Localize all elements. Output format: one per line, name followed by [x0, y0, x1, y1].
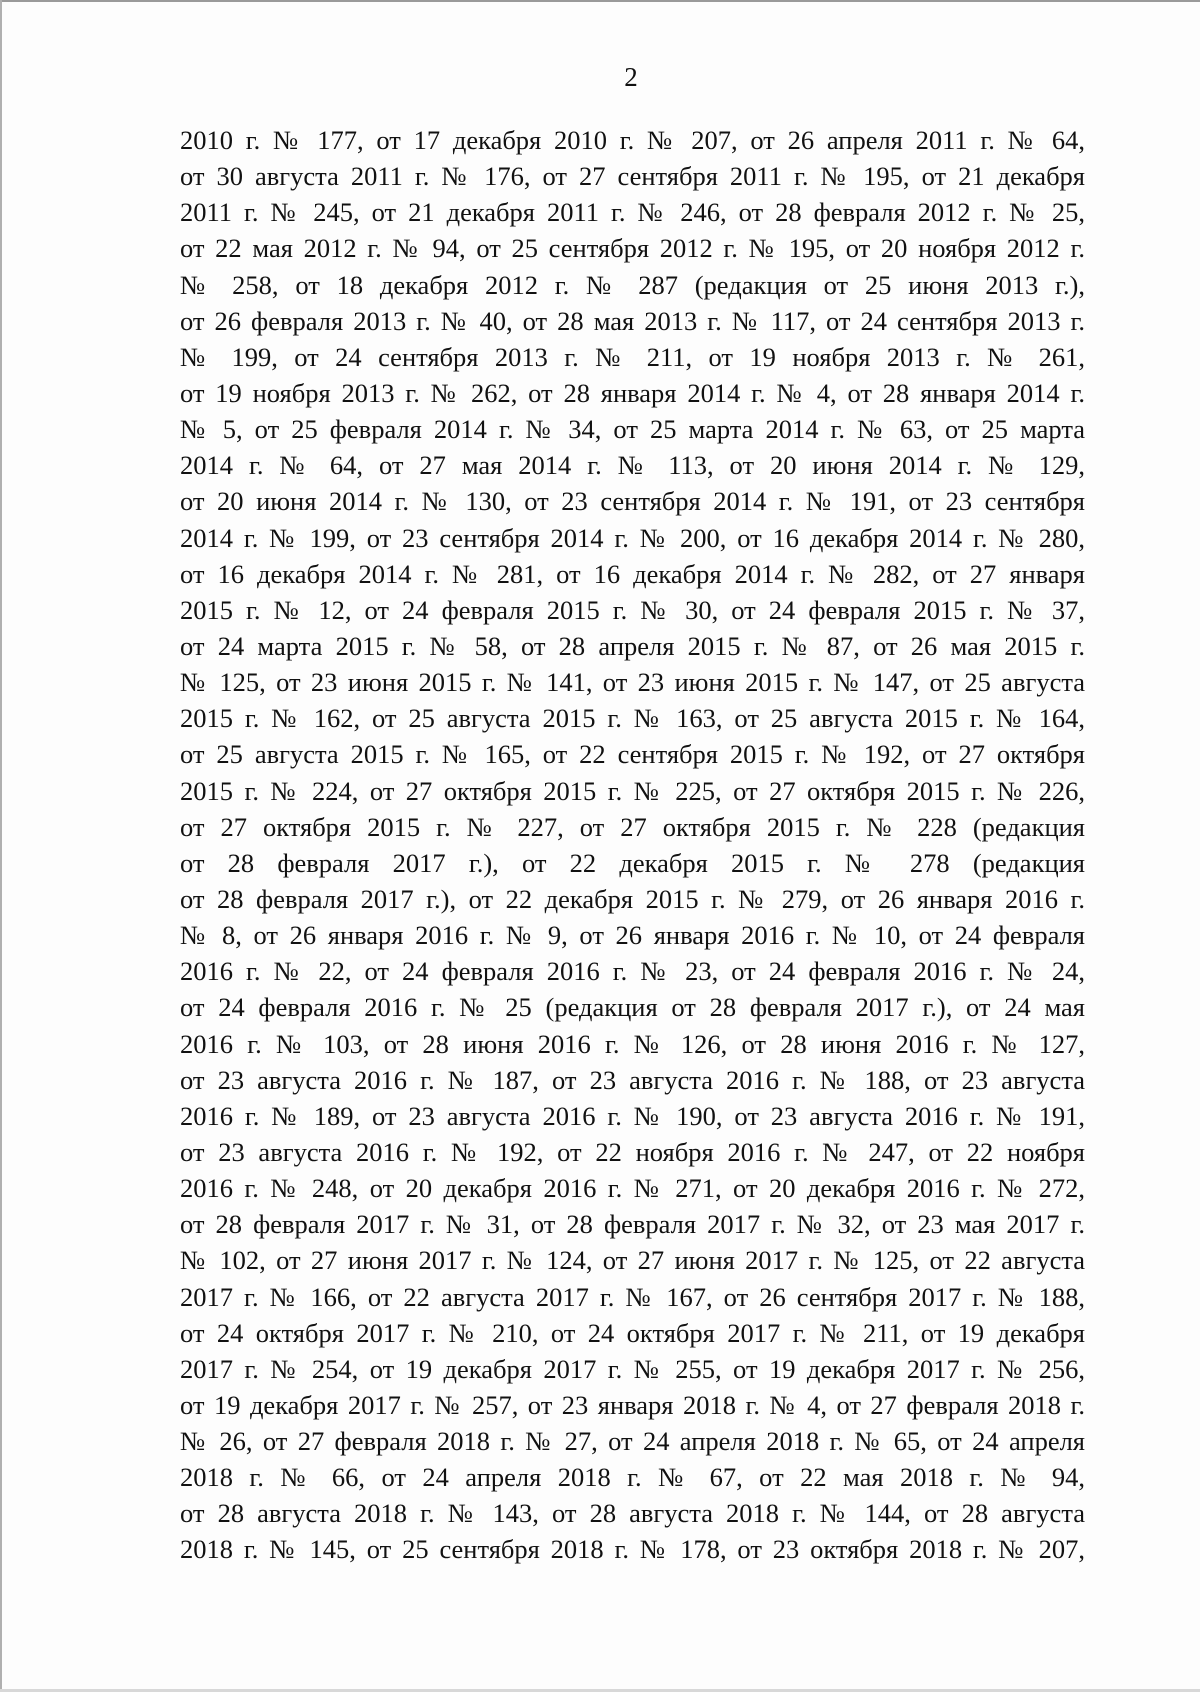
text-line: от 25 августа 2015 г. № 165, от 22 сентября 2015 г. № 192, от 27 октября — [180, 739, 1085, 770]
page-number: 2 — [624, 62, 638, 92]
text-line: от 22 мая 2012 г. № 94, от 25 сентября 2012 г. № 195, от 20 ноября 2012 г. — [180, 233, 1085, 264]
text-line: 2018 г. № 66, от 24 апреля 2018 г. № 67, от 22 мая 2018 г. № 94, — [180, 1462, 1085, 1493]
text-line: от 23 августа 2016 г. № 192, от 22 ноября 2016 г. № 247, от 22 ноября — [180, 1136, 1085, 1167]
text-line: 2015 г. № 162, от 25 августа 2015 г. № 163, от 25 августа 2015 г. № 164, — [180, 703, 1085, 734]
text-line: 2016 г. № 248, от 20 декабря 2016 г. № 271, от 20 декабря 2016 г. № 272, — [180, 1173, 1085, 1204]
text-line: от 16 декабря 2014 г. № 281, от 16 декабря 2014 г. № 282, от 27 января — [180, 558, 1085, 589]
page-edge-top — [0, 0, 1200, 2]
body-text — [180, 122, 1085, 1568]
text-line: № 125, от 23 июня 2015 г. № 141, от 23 июня 2015 г. № 147, от 25 августа — [180, 667, 1085, 698]
text-line: 2018 г. № 145, от 25 сентября 2018 г. № 178, от 23 октября 2018 г. № 207, — [180, 1534, 1085, 1565]
text-line: 2016 г. № 103, от 28 июня 2016 г. № 126, от 28 июня 2016 г. № 127, — [180, 1028, 1085, 1059]
text-line: от 19 ноября 2013 г. № 262, от 28 января 2014 г. № 4, от 28 января 2014 г. — [180, 377, 1085, 408]
text-line: № 8, от 26 января 2016 г. № 9, от 26 января 2016 г. № 10, от 24 февраля — [180, 920, 1085, 951]
text-line: от 23 августа 2016 г. № 187, от 23 августа 2016 г. № 188, от 23 августа — [180, 1064, 1085, 1095]
text-line: № 26, от 27 февраля 2018 г. № 27, от 24 апреля 2018 г. № 65, от 24 апреля — [180, 1426, 1085, 1457]
text-line: 2015 г. № 224, от 27 октября 2015 г. № 225, от 27 октября 2015 г. № 226, — [180, 775, 1085, 806]
page-edge-left — [0, 0, 2, 1692]
text-line: от 26 февраля 2013 г. № 40, от 28 мая 2013 г. № 117, от 24 сентября 2013 г. — [180, 305, 1085, 336]
text-line: от 30 августа 2011 г. № 176, от 27 сентября 2011 г. № 195, от 21 декабря — [180, 161, 1085, 192]
text-line: от 20 июня 2014 г. № 130, от 23 сентября 2014 г. № 191, от 23 сентября — [180, 486, 1085, 517]
text-line: от 24 октября 2017 г. № 210, от 24 октября 2017 г. № 211, от 19 декабря — [180, 1317, 1085, 1348]
text-line: 2015 г. № 12, от 24 февраля 2015 г. № 30, от 24 февраля 2015 г. № 37, — [180, 594, 1085, 625]
text-line: от 28 февраля 2017 г.), от 22 декабря 2015 г. № 278 (редакция — [180, 847, 1085, 878]
text-line: 2017 г. № 166, от 22 августа 2017 г. № 167, от 26 сентября 2017 г. № 188, — [180, 1281, 1085, 1312]
text-line: 2016 г. № 189, от 23 августа 2016 г. № 190, от 23 августа 2016 г. № 191, — [180, 1100, 1085, 1131]
text-line: от 19 декабря 2017 г. № 257, от 23 января 2018 г. № 4, от 27 февраля 2018 г. — [180, 1389, 1085, 1420]
text-line: № 5, от 25 февраля 2014 г. № 34, от 25 марта 2014 г. № 63, от 25 марта — [180, 414, 1085, 445]
text-line: 2010 г. № 177, от 17 декабря 2010 г. № 207, от 26 апреля 2011 г. № 64, — [180, 125, 1085, 155]
text-line: от 24 марта 2015 г. № 58, от 28 апреля 2015 г. № 87, от 26 мая 2015 г. — [180, 630, 1085, 661]
text-line: от 28 августа 2018 г. № 143, от 28 августа 2018 г. № 144, от 28 августа — [180, 1498, 1085, 1529]
text-line: от 28 февраля 2017 г. № 31, от 28 февраля 2017 г. № 32, от 23 мая 2017 г. — [180, 1209, 1085, 1240]
text-line: № 102, от 27 июня 2017 г. № 124, от 27 июня 2017 г. № 125, от 22 августа — [180, 1245, 1085, 1276]
text-line: 2014 г. № 64, от 27 мая 2014 г. № 113, от 20 июня 2014 г. № 129, — [180, 450, 1085, 481]
text-line: № 199, от 24 сентября 2013 г. № 211, от 19 ноября 2013 г. № 261, — [180, 341, 1085, 372]
text-line: от 24 февраля 2016 г. № 25 (редакция от 28 февраля 2017 г.), от 24 мая — [180, 992, 1085, 1023]
text-line: № 258, от 18 декабря 2012 г. № 287 (редакция от 25 июня 2013 г.), — [180, 269, 1085, 300]
text-line: 2016 г. № 22, от 24 февраля 2016 г. № 23, от 24 февраля 2016 г. № 24, — [180, 956, 1085, 987]
text-line: 2017 г. № 254, от 19 декабря 2017 г. № 255, от 19 декабря 2017 г. № 256, — [180, 1353, 1085, 1384]
text-line: 2011 г. № 245, от 21 декабря 2011 г. № 246, от 28 февраля 2012 г. № 25, — [180, 197, 1085, 228]
text-line: от 28 февраля 2017 г.), от 22 декабря 2015 г. № 279, от 26 января 2016 г. — [180, 883, 1085, 914]
text-line: 2014 г. № 199, от 23 сентября 2014 г. № 200, от 16 декабря 2014 г. № 280, — [180, 522, 1085, 553]
text-line: от 27 октября 2015 г. № 227, от 27 октября 2015 г. № 228 (редакция — [180, 811, 1085, 842]
